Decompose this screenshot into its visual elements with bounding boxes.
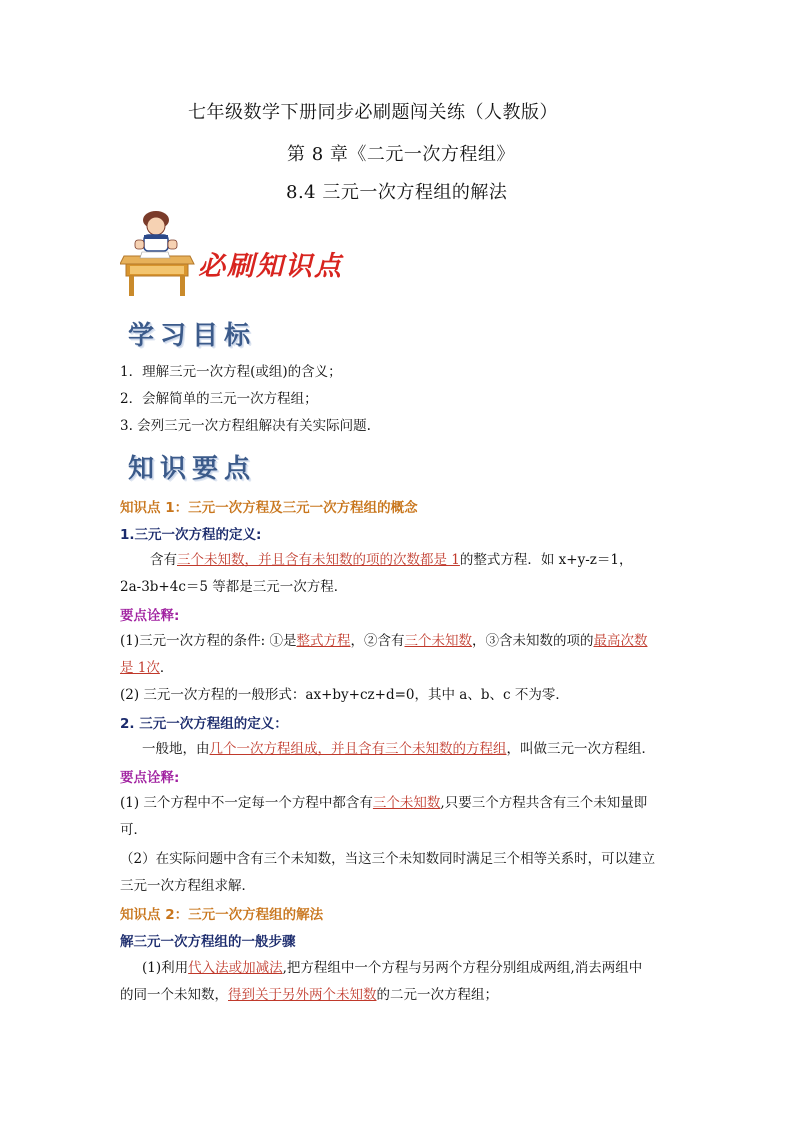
banner-title: 必刷知识点 [198,251,343,282]
step-1-line-2-part-b: 的二元一次方程组； [376,987,498,1003]
note-2-1-part-a: (1) 三个方程中不一定每一个方程中都含有 [120,795,373,811]
note-1-part-d: ． [159,660,174,676]
definition-2-line [142,739,655,759]
note-1-line-2 [120,658,173,678]
definition-1-line-1 [150,550,633,570]
knowledge-heading: 知识要点 [128,454,257,484]
definition-2-key-phrase: 几个一次方程组成，并且含有三个未知数的方程组 [209,741,507,757]
note-2-2-line-1: （2）在实际问题中含有三个未知数，当这三个未知数同时满足三个相等关系时，可以建立 [120,851,656,867]
step-1-key-method: 代入法或加减法 [188,960,283,976]
section-title: 8.4 三元一次方程组的解法 [286,182,508,203]
note-2-1-line-2: 可． [120,822,147,838]
knowledge-point-2-title: 知识点 2：三元一次方程组的解法 [120,907,324,923]
definition-1-key-phrase: 三个未知数，并且含有未知数的项的次数都是 1 [177,552,460,568]
note-2-1-part-b: ,只要三个方程共含有三个未知量即 [440,795,648,811]
note-1-part-a: (1)三元一次方程的条件: ①是 [120,633,297,649]
step-1-line-2 [120,985,498,1005]
student-at-desk-illustration [120,206,198,298]
definition-1-suffix: 的整式方程．如 x+y-z＝1， [459,552,633,568]
step-1-part-a: (1)利用 [142,960,189,976]
solution-steps-title: 解三元一次方程组的一般步骤 [120,934,296,950]
note-2-1-key-three-unknowns: 三个未知数 [372,795,441,811]
definition-2-prefix: 一般地，由 [142,741,210,757]
note-1-line-1 [120,631,647,651]
step-1-line-1 [142,958,642,978]
step-1-line-2-part-a: 的同一个未知数， [120,987,228,1003]
definition-2-title: 2. 三元一次方程组的定义： [120,716,288,732]
definition-2-suffix: ，叫做三元一次方程组． [506,741,655,757]
note-1-part-b: ，②含有 [350,633,405,649]
note-1-key-degree-one: 是 1次 [120,660,160,676]
note-2: (2) 三元一次方程的一般形式：ax+by+cz+d=0，其中 a、b、c 不为零． [120,687,569,703]
knowledge-point-1-title: 知识点 1：三元一次方程及三元一次方程组的概念 [120,500,418,516]
goal-item-3: 3. 会列三元一次方程组解决有关实际问题. [120,418,371,434]
note-label-2: 要点诠释: [120,770,180,786]
goals-heading: 学习目标 [128,321,257,351]
definition-1-prefix: 含有 [150,552,177,568]
note-1-key-three-unknowns: 三个未知数 [404,633,472,649]
step-1-part-b: ,把方程组中一个方程与另两个方程分别组成两组,消去两组中 [282,960,643,976]
step-1-key-result: 得到关于另外两个未知数 [228,987,377,1003]
note-1-key-integral: 整式方程 [296,633,351,649]
note-2-1-line-1 [120,793,647,813]
note-1-key-highest-degree: 最高次数 [593,633,648,649]
note-1-part-c: ，③含未知数的项的 [471,633,594,649]
note-2-2-line-2: 三元一次方程组求解． [120,878,255,894]
goal-item-2: 2．会解简单的三元一次方程组； [120,391,318,407]
document-title: 七年级数学下册同步必刷题闯关练（人教版） [188,102,558,123]
definition-1-title: 1.三元一次方程的定义: [120,527,262,543]
note-label-1: 要点诠释: [120,608,180,624]
definition-1-line-2: 2a-3b+4c＝5 等都是三元一次方程． [120,579,348,595]
goal-item-1: 1．理解三元一次方程(或组)的含义； [120,364,342,380]
chapter-title: 第 8 章《二元一次方程组》 [287,144,515,165]
